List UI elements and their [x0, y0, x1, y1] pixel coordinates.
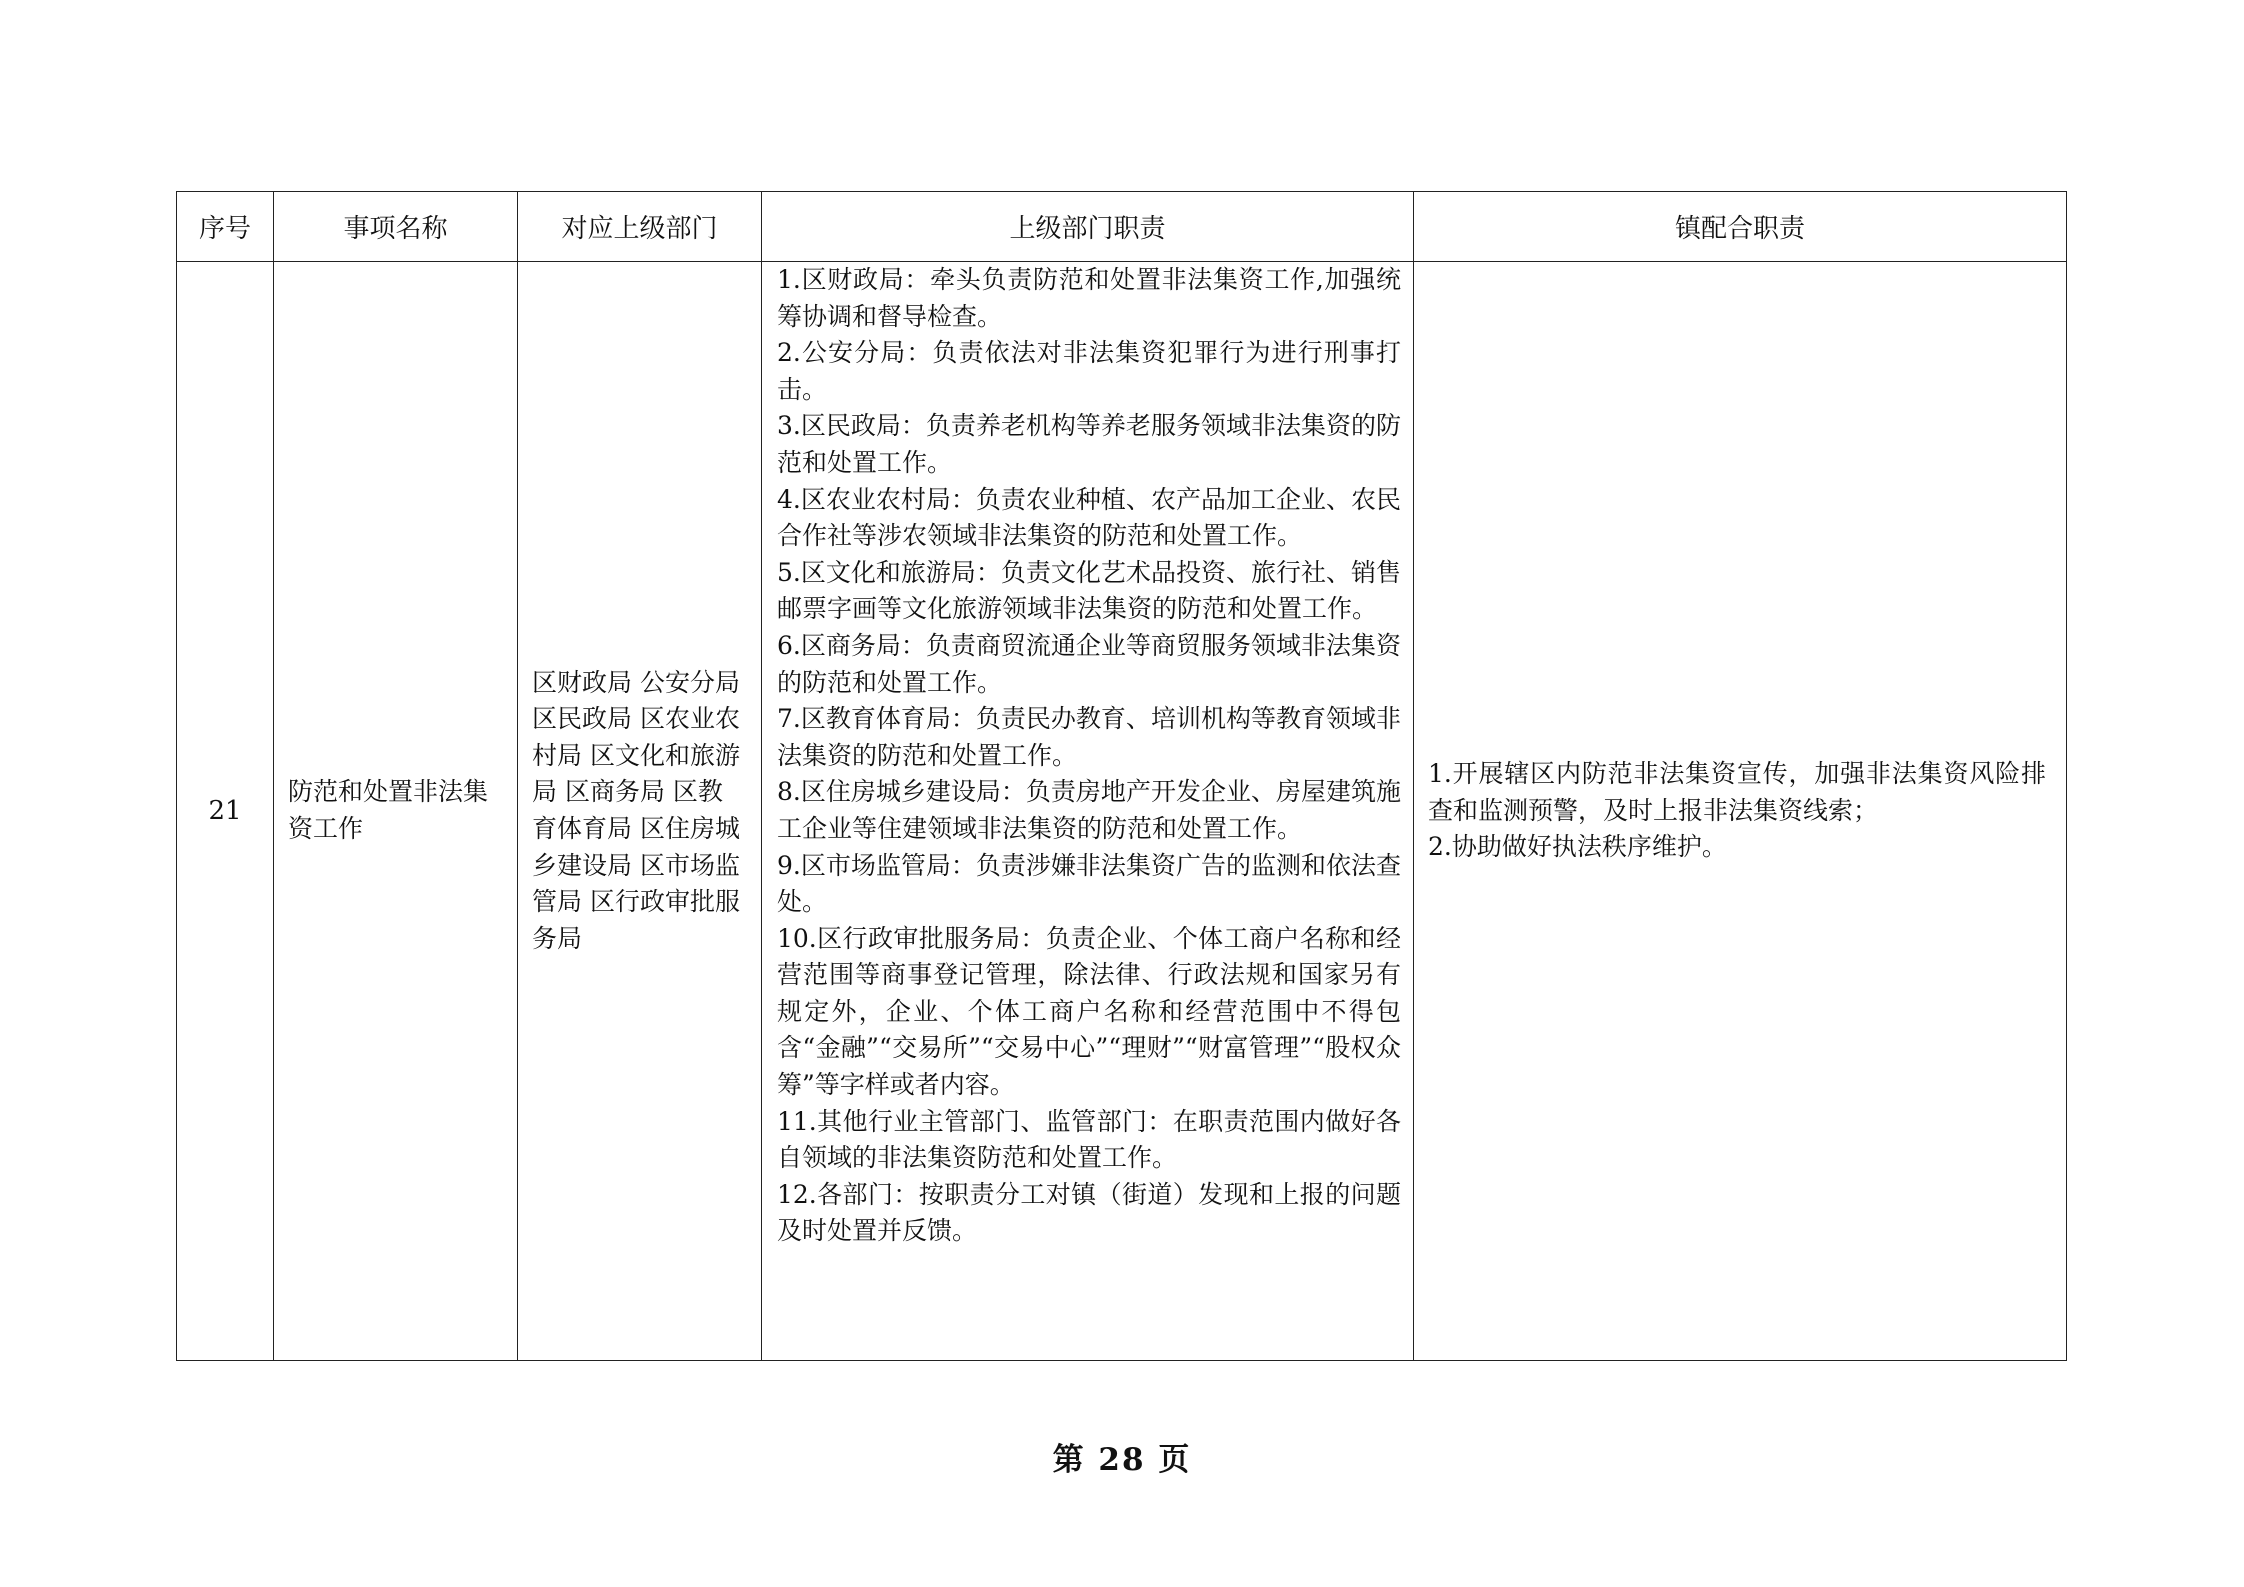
table-header-row	[177, 192, 2067, 262]
superior-duty-list	[777, 262, 1401, 1250]
duty-item: 9.区市场监管局：负责涉嫌非法集资广告的监测和依法查处。	[777, 850, 1401, 917]
town-duty-list	[1428, 756, 2046, 866]
duty-item: 1.区财政局：牵头负责防范和处置非法集资工作,加强统筹协调和督导检查。	[777, 265, 1401, 331]
header-town-duty: 镇配合职责	[1414, 192, 2067, 262]
duty-item: 2.公安分局：负责依法对非法集资犯罪行为进行刑事打击。	[777, 338, 1401, 404]
item-name: 防范和处置非法集资工作	[274, 262, 518, 1361]
duty-item: 11.其他行业主管部门、监管部门：在职责范围内做好各自领域的非法集资防范和处置工作。	[777, 1106, 1401, 1173]
page-number: 第 28 页	[1052, 1442, 1192, 1478]
duty-item: 4.区农业农村局：负责农业种植、农产品加工企业、农民合作社等涉农领域非法集资的防范和处置工作。	[777, 484, 1401, 551]
duty-item: 8.区住房城乡建设局：负责房地产开发企业、房屋建筑施工企业等住建领域非法集资的防范和处置工作。	[777, 777, 1401, 843]
superior-departments: 区财政局 公安分局 区民政局 区农业农村局 区文化和旅游局 区商务局 区教育体育局 区住房城乡建设局 区市场监管局 区行政审批服务局	[518, 262, 762, 1361]
header-superior-duty: 上级部门职责	[762, 192, 1414, 262]
responsibility-table	[176, 191, 2067, 1361]
table-row	[177, 262, 2067, 1361]
duty-item: 6.区商务局：负责商贸流通企业等商贸服务领域非法集资的防范和处置工作。	[777, 630, 1401, 697]
header-superior-dept: 对应上级部门	[518, 192, 762, 262]
duty-item: 10.区行政审批服务局：负责企业、个体工商户名称和经营范围等商事登记管理，除法律、行政法规和国家另有规定外，企业、个体工商户名称和经营范围中不得包含“金融”“交易所”“交易中心”“理财”“财富管理”“股权众筹”等字样或者内容。	[777, 923, 1401, 1100]
duty-item: 12.各部门：按职责分工对镇（街道）发现和上报的问题及时处置并反馈。	[777, 1179, 1401, 1246]
header-item-name: 事项名称	[274, 192, 518, 262]
header-no: 序号	[177, 192, 274, 262]
town-duties	[1414, 262, 2067, 1361]
superior-duties	[762, 262, 1414, 1361]
duty-item: 5.区文化和旅游局：负责文化艺术品投资、旅行社、销售邮票字画等文化旅游领域非法集资的防范和处置工作。	[777, 557, 1401, 624]
row-number: 21	[177, 262, 274, 1361]
duty-item: 7.区教育体育局：负责民办教育、培训机构等教育领域非法集资的防范和处置工作。	[777, 704, 1401, 770]
duty-item: 3.区民政局：负责养老机构等养老服务领域非法集资的防范和处置工作。	[777, 411, 1401, 477]
town-duty-item: 1.开展辖区内防范非法集资宣传，加强非法集资风险排查和监测预警，及时上报非法集资线索；	[1428, 759, 2046, 825]
town-duty-item: 2.协助做好执法秩序维护。	[1428, 832, 1727, 862]
